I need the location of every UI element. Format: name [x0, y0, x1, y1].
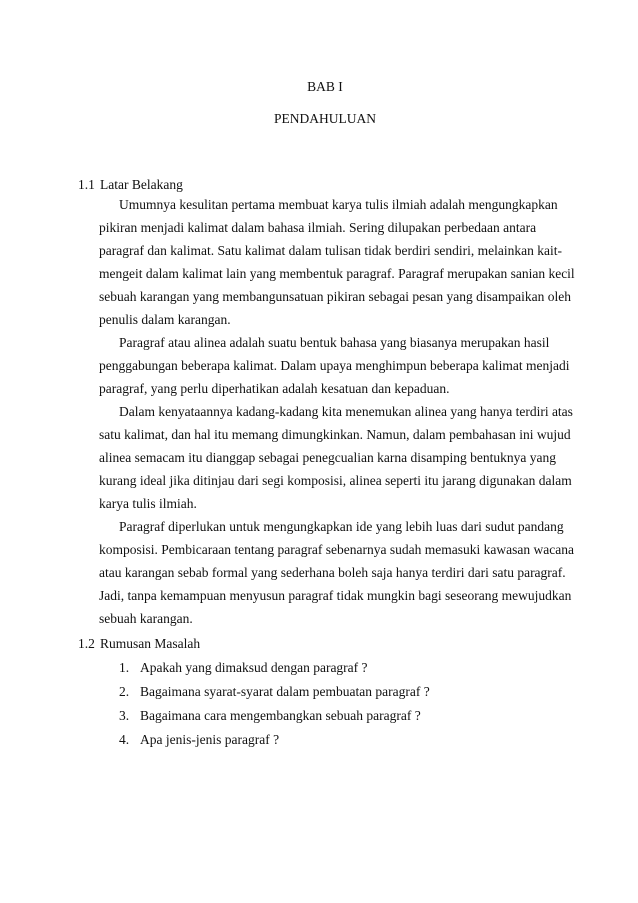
section-number: 1.1 [78, 177, 95, 192]
paragraph-line: sebuah karangan. [99, 611, 193, 626]
list-item-text: Bagaimana syarat-syarat dalam pembuatan paragraf ? [140, 684, 430, 699]
paragraph-line: karya tulis ilmiah. [99, 496, 197, 511]
paragraph-line: penggabungan beberapa kalimat. Dalam upaya menghimpun beberapa kalimat menjadi [99, 358, 570, 373]
paragraph-line: penulis dalam karangan. [99, 312, 231, 327]
list-item-text: Bagaimana cara mengembangkan sebuah paragraf ? [140, 708, 421, 723]
section-heading [78, 177, 183, 193]
paragraph-line: sebuah karangan yang membangunsatuan pikiran sebagai pesan yang disampaikan oleh [99, 289, 571, 304]
paragraph-line: Paragraf diperlukan untuk mengungkapkan ide yang lebih luas dari sudut pandang [119, 519, 564, 534]
paragraph-line: mengeit dalam kalimat lain yang membentuk paragraf. Paragraf merupakan sanian kecil [99, 266, 575, 281]
list-item-text: Apakah yang dimaksud dengan paragraf ? [140, 660, 368, 675]
section-heading [78, 636, 200, 652]
paragraph-line: satu kalimat, dan hal itu memang dimungkinkan. Namun, dalam pembahasan ini wujud [99, 427, 571, 442]
section-title: Rumusan Masalah [100, 636, 201, 651]
paragraph-line: komposisi. Pembicaraan tentang paragraf sebenarnya sudah memasuki kawasan wacana [99, 542, 574, 557]
paragraph-line: paragraf, yang perlu diperhatikan adalah kesatuan dan kepaduan. [99, 381, 450, 396]
list-item [119, 684, 430, 700]
paragraph-line: pikiran menjadi kalimat dalam bahasa ilmiah. Sering dilupakan perbedaan antara [99, 220, 537, 235]
list-item-text: Apa jenis-jenis paragraf ? [140, 732, 280, 747]
list-item-number: 2. [119, 684, 130, 699]
paragraph-line: Umumnya kesulitan pertama membuat karya tulis ilmiah adalah mengungkapkan [119, 197, 558, 212]
list-item-number: 3. [119, 708, 130, 723]
chapter-label: BAB I [307, 79, 343, 94]
paragraph-line: Dalam kenyataannya kadang-kadang kita menemukan alinea yang hanya terdiri atas [119, 404, 573, 419]
list-item-number: 1. [119, 660, 130, 675]
list-item [119, 660, 368, 676]
list-item [119, 708, 421, 724]
list-item-number: 4. [119, 732, 130, 747]
paragraph-line: alinea semacam itu dianggap sebagai penegcualian karna disamping bentuknya yang [99, 450, 556, 465]
paragraph-line: kurang ideal jika ditinjau dari segi komposisi, alinea seperti itu jarang digunakan dalam [99, 473, 572, 488]
section-number: 1.2 [78, 636, 95, 651]
paragraph-line: Jadi, tanpa kemampuan menyusun paragraf tidak mungkin bagi seseorang mewujudkan [99, 588, 572, 603]
list-item [119, 732, 279, 748]
paragraph-line: atau karangan sebab formal yang sederhana boleh saja hanya terdiri dari satu paragraf. [99, 565, 566, 580]
paragraph-line: paragraf dan kalimat. Satu kalimat dalam tulisan tidak berdiri sendiri, melainkan kait- [99, 243, 562, 258]
section-title: Latar Belakang [100, 177, 183, 192]
chapter-title: PENDAHULUAN [274, 111, 376, 126]
paragraph-line: Paragraf atau alinea adalah suatu bentuk bahasa yang biasanya merupakan hasil [119, 335, 550, 350]
